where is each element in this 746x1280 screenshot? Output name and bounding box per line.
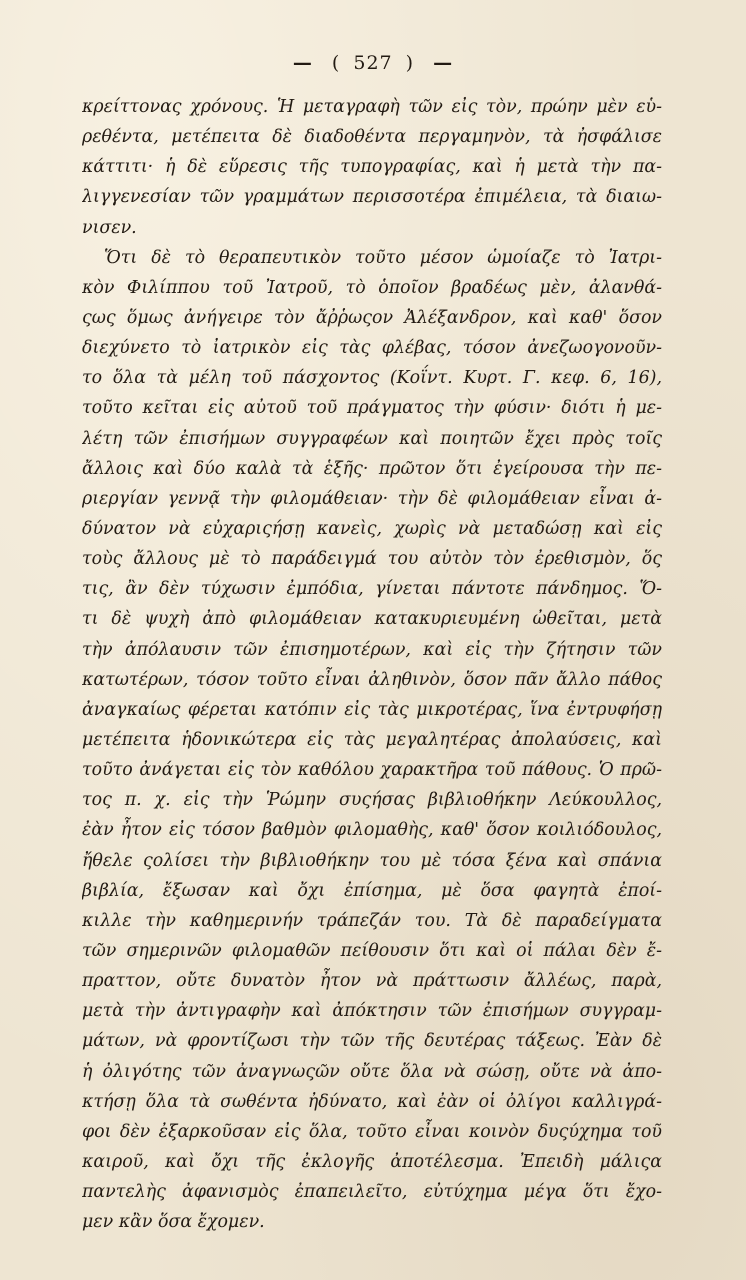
text-line: τῶν σημερινῶν φιλομαθῶν πείθουσιν ὅτι καὶ οἱ πάλαι δὲν ἔ- [82, 940, 662, 961]
text-line: βιβλία, ἔξωσαν καὶ ὄχι ἐπίσημα, μὲ ὅσα φαγητὰ ἐποί- [82, 880, 662, 901]
text-line: τι δὲ ψυχὴ ἀπὸ φιλομάθειαν κατακυριευμένη ὠθεῖται, μετὰ [82, 609, 662, 630]
page-header [0, 52, 746, 74]
text-line: κτήσῃ ὅλα τὰ σωθέντα ἠδύνατο, καὶ ἐὰν οἱ ὀλίγοι καλλιγρά- [82, 1091, 662, 1112]
text-line: φοι δὲν ἐξαρκοῦσαν εἰς ὅλα, τοῦτο εἶναι κοινὸν δυςύχημα τοῦ [82, 1121, 662, 1142]
text-line: ἡ ὀλιγότης τῶν ἀναγνωςῶν οὔτε ὅλα νὰ σώσῃ, οὔτε νὰ ἀπο- [82, 1061, 662, 1082]
text-line: λιγγενεσίαν τῶν γραμμάτων περισσοτέρα ἐπιμέλεια, τὰ διαιω- [82, 187, 662, 208]
text-line: ἀναγκαίως φέρεται κατόπιν εἰς τὰς μικροτέρας, ἵνα ἐντρυφήσῃ [82, 699, 662, 720]
text-line: παντελὴς ἀφανισμὸς ἐπαπειλεῖτο, εὐτύχημα μέγα ὅτι ἔχο- [82, 1182, 662, 1203]
text-line: τις, ἂν δὲν τύχωσιν ἐμπόδια, γίνεται πάντοτε πάνδημος. Ὅ- [82, 579, 662, 600]
text-line: πραττον, οὔτε δυνατὸν ἦτον νὰ πράττωσιν ἄλλέως, παρὰ, [82, 971, 662, 992]
text-line: κρείττονας χρόνους. Ἡ μεταγραφὴ τῶν εἰς τὸν, πρώην μὲν εὑ- [82, 97, 662, 117]
text-line: μάτων, νὰ φροντίζωσι τὴν τῶν τῆς δευτέρας τάξεως. Ἐὰν δὲ [82, 1031, 662, 1052]
text-line: τοῦτο κεῖται εἰς αὐτοῦ τοῦ πράγματος τὴν φύσιν· διότι ἡ με- [82, 398, 662, 419]
text-line: κιλλε τὴν καθημερινήν τράπεζάν του. Τὰ δὲ παραδείγματα [82, 910, 662, 931]
text-line: ἤθελε ςολίσει τὴν βιβλιοθήκην του μὲ τόσα ξένα καὶ σπάνια [82, 850, 662, 871]
text-line: τοῦτο ἀνάγεται εἰς τὸν καθόλου χαρακτῆρα τοῦ πάθους. Ὁ πρῶ- [82, 760, 662, 781]
text-line: Ὅτι δὲ τὸ θεραπευτικὸν τοῦτο μέσον ὡμοίαζε τὸ Ἰατρι- [104, 247, 662, 268]
text-line: τὴν ἀπόλαυσιν τῶν ἐπισημοτέρων, καὶ εἰς τὴν ζήτησιν τῶν [82, 639, 662, 660]
text-line: κὸν Φιλίππου τοῦ Ἰατροῦ, τὸ ὁποῖον βραδέως μὲν, ἀλανθά- [82, 277, 662, 298]
body-text [82, 92, 662, 1237]
text-line: δύνατον νὰ εὐχαριςήσῃ κανεὶς, χωρὶς νὰ μεταδώσῃ καὶ εἰς [82, 518, 662, 539]
text-line: μεν κἂν ὅσα ἔχομεν. [82, 1212, 265, 1233]
text-line: νισεν. [82, 217, 137, 238]
text-line: ρεθέντα, μετέπειτα δὲ διαδοθέντα περγαμηνὸν, τὰ ἠσφάλισε [82, 127, 662, 148]
text-line: τος π. χ. εἰς τὴν Ῥώμην συςήσας βιβλιοθήκην Λεύκουλλος, [82, 790, 662, 811]
text-line: ριεργίαν γεννᾷ τὴν φιλομάθειαν· τὴν δὲ φιλομάθειαν εἶναι ἀ- [82, 488, 662, 509]
text-line: κάττιτι· ἡ δὲ εὕρεσις τῆς τυπογραφίας, καὶ ἡ μετὰ τὴν πα- [82, 157, 662, 178]
text-line: κατωτέρων, τόσον τοῦτο εἶναι ἀληθινὸν, ὅσον πᾶν ἄλλο πάθος [82, 669, 662, 690]
text-line: διεχύνετο τὸ ἰατρικὸν εἰς τὰς φλέβας, τόσον ἀνεζωογονοῦν- [82, 338, 662, 359]
text-line: το ὅλα τὰ μέλη τοῦ πάσχοντος (Κοΐντ. Κυρτ. Γ. κεφ. 6, 16), [82, 368, 662, 389]
text-line: μετέπειτα ἡδονικώτερα εἰς τὰς μεγαλητέρας ἀπολαύσεις, καὶ [82, 729, 662, 750]
header-dash-right: — [433, 52, 454, 74]
header-paren-close: ) [405, 52, 415, 74]
text-line: λέτη τῶν ἐπισήμων συγγραφέων καὶ ποιητῶν ἔχει πρὸς τοῖς [82, 428, 662, 449]
text-line: καιροῦ, καὶ ὄχι τῆς ἐκλογῆς ἀποτέλεσμα. Ἐπειδὴ μάλιςα [82, 1151, 662, 1172]
text-line: τοὺς ἄλλους μὲ τὸ παράδειγμά του αὐτὸν τὸν ἐρεθισμὸν, ὅς [82, 549, 662, 570]
text-line: μετὰ τὴν ἀντιγραφὴν καὶ ἀπόκτησιν τῶν ἐπισήμων συγγραμ- [82, 1001, 662, 1022]
text-line: ςως ὅμως ἀνήγειρε τὸν ἄῤῥωςον Ἀλέξανδρον, καὶ καθ' ὅσον [82, 307, 662, 328]
header-paren-open: ( [331, 52, 341, 74]
text-line: ἐὰν ἦτον εἰς τόσον βαθμὸν φιλομαθὴς, καθ' ὅσον κοιλιόδουλος, [82, 820, 662, 841]
text-line: ἄλλοις καὶ δύο καλὰ τὰ ἑξῆς· πρῶτον ὅτι ἐγείρουσα τὴν πε- [82, 458, 662, 479]
header-dash-left: — [292, 52, 313, 74]
page-number: 527 [353, 52, 393, 74]
